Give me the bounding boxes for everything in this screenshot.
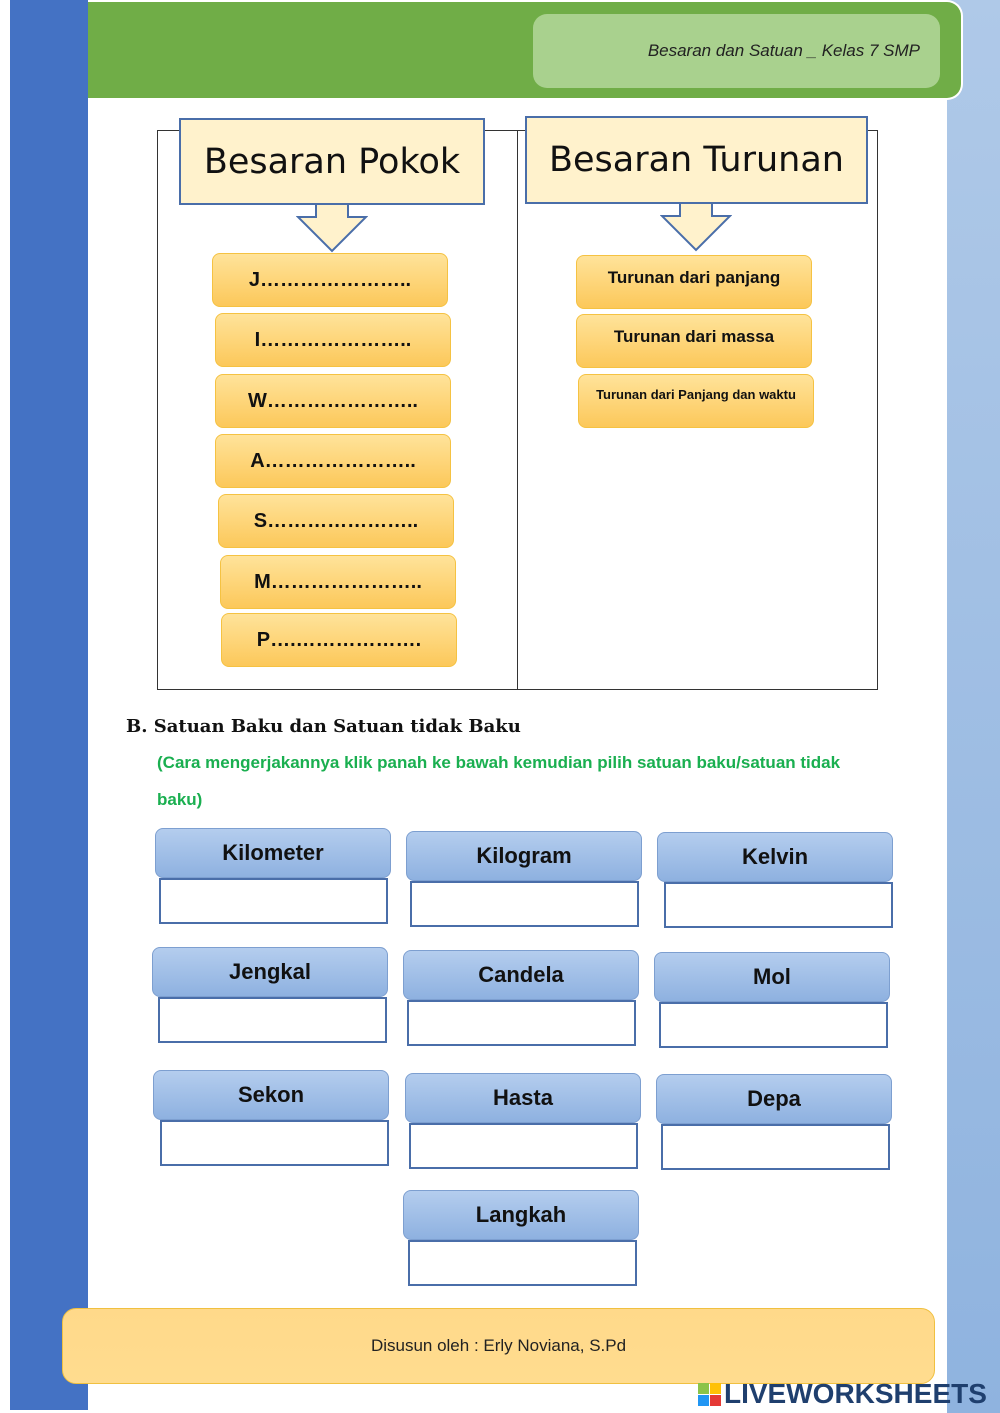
answer-dropdown[interactable] bbox=[160, 1120, 389, 1166]
unit-label: Langkah bbox=[403, 1190, 639, 1240]
unit-label: Kilogram bbox=[406, 831, 642, 881]
unit-kilogram bbox=[406, 831, 642, 927]
answer-dropdown[interactable] bbox=[409, 1123, 638, 1169]
unit-label: Mol bbox=[654, 952, 890, 1002]
unit-label: Kelvin bbox=[657, 832, 893, 882]
table-divider bbox=[517, 130, 518, 690]
turunan-item-panjang[interactable]: Turunan dari panjang bbox=[576, 255, 812, 309]
arrow-down-icon bbox=[296, 203, 368, 253]
header-title: Besaran dan Satuan _ Kelas 7 SMP bbox=[533, 14, 940, 88]
right-decor-bar bbox=[947, 0, 1000, 1413]
unit-label: Sekon bbox=[153, 1070, 389, 1120]
instruction-line-1: (Cara mengerjakannya klik panah ke bawah kemudian pilih satuan baku/satuan tidak bbox=[157, 753, 841, 772]
besaran-pokok-title: Besaran Pokok bbox=[179, 118, 485, 205]
pokok-item-j[interactable]: J………………….. bbox=[212, 253, 448, 307]
answer-dropdown[interactable] bbox=[659, 1002, 888, 1048]
unit-candela bbox=[403, 950, 639, 1046]
unit-depa bbox=[656, 1074, 892, 1170]
left-decor-bar bbox=[10, 0, 88, 1410]
answer-dropdown[interactable] bbox=[407, 1000, 636, 1046]
pokok-item-s[interactable]: S………………….. bbox=[218, 494, 454, 548]
unit-label: Hasta bbox=[405, 1073, 641, 1123]
unit-kelvin bbox=[657, 832, 893, 928]
pokok-item-i[interactable]: I………………….. bbox=[215, 313, 451, 367]
unit-kilometer bbox=[155, 828, 391, 924]
answer-dropdown[interactable] bbox=[408, 1240, 637, 1286]
answer-dropdown[interactable] bbox=[410, 881, 639, 927]
logo-icon bbox=[698, 1383, 721, 1406]
section-b-title: B. Satuan Baku dan Satuan tidak Baku bbox=[126, 716, 521, 737]
unit-mol bbox=[654, 952, 890, 1048]
unit-label: Depa bbox=[656, 1074, 892, 1124]
unit-label: Kilometer bbox=[155, 828, 391, 878]
pokok-item-p[interactable]: P….………………. bbox=[221, 613, 457, 667]
answer-dropdown[interactable] bbox=[159, 878, 388, 924]
answer-dropdown[interactable] bbox=[661, 1124, 890, 1170]
pokok-item-m[interactable]: M………………….. bbox=[220, 555, 456, 609]
unit-label: Jengkal bbox=[152, 947, 388, 997]
turunan-item-panjang-waktu[interactable]: Turunan dari Panjang dan waktu bbox=[578, 374, 814, 428]
pokok-item-a[interactable]: A………………….. bbox=[215, 434, 451, 488]
unit-jengkal bbox=[152, 947, 388, 1043]
answer-dropdown[interactable] bbox=[158, 997, 387, 1043]
turunan-item-massa[interactable]: Turunan dari massa bbox=[576, 314, 812, 368]
liveworksheets-logo bbox=[698, 1378, 987, 1410]
unit-sekon bbox=[153, 1070, 389, 1166]
pokok-item-w[interactable]: W………………….. bbox=[215, 374, 451, 428]
unit-label: Candela bbox=[403, 950, 639, 1000]
instruction-line-2: baku) bbox=[157, 790, 203, 809]
besaran-turunan-title: Besaran Turunan bbox=[525, 116, 868, 204]
arrow-down-icon bbox=[660, 202, 732, 252]
unit-langkah bbox=[403, 1190, 639, 1286]
footer-author: Disusun oleh : Erly Noviana, S.Pd bbox=[62, 1308, 935, 1384]
brand-name: LIVEWORKSHEETS bbox=[724, 1378, 987, 1409]
answer-dropdown[interactable] bbox=[664, 882, 893, 928]
unit-hasta bbox=[405, 1073, 641, 1169]
